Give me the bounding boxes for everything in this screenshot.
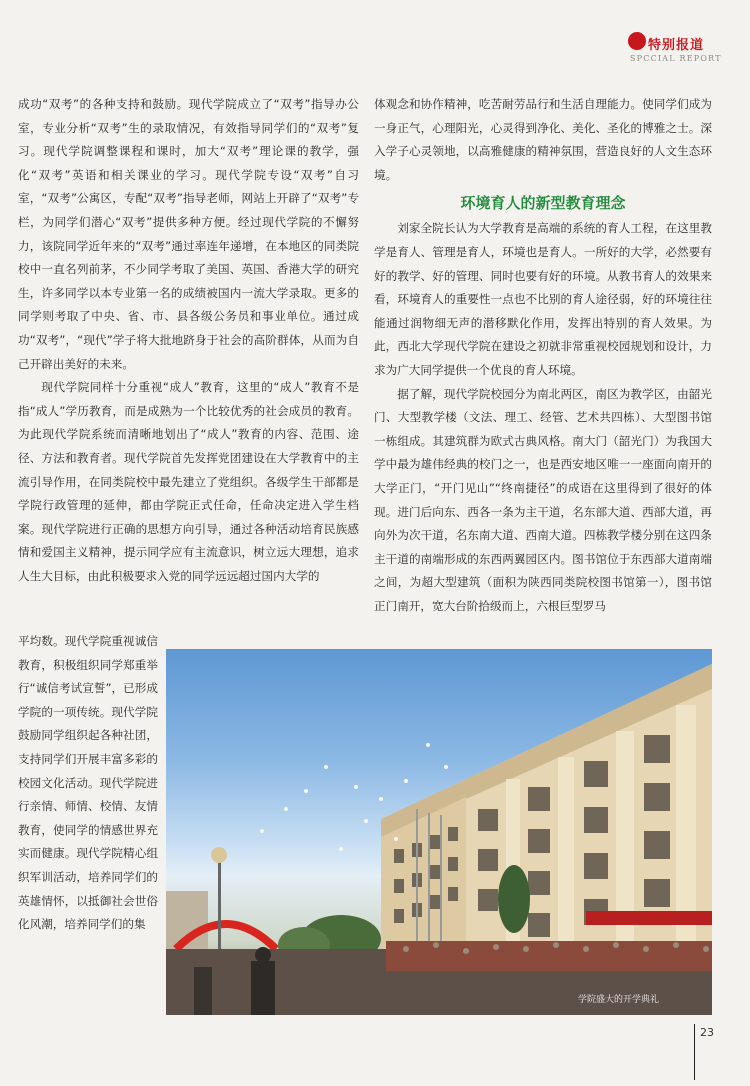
paragraph: 现代学院同样十分重视“成人”教育，这里的“成人”教育不是指“成人”学历教育，而是成熟为一个比较优秀的社会成员的教育。为此现代学院系统而清晰地划出了“成人”教育的内容、范围、途径、方法和教育者。现代学院首先发挥党团建设在大学教育中的主流引导作用，在同类院校中最先建立了党组织。各级学生干部都是学院行政管理的延伸，都由学院正式任命，任命决定进入学生档案。现代学院进行正确的思想方向引导，通过各种活动培育民族感情和爱国主义精神，提示同学应有主流意识，树立远大理想，追求人生大目标，由此积极要求入党的同学远远超过国内大学的: [18, 380, 359, 583]
paragraph: 体观念和协作精神，吃苦耐劳品行和生活自理能力。使同学们成为一身正气，心理阳光，心灵得到净化、美化、圣化的博雅之士。深入学子心灵领地，以高雅健康的精神氛围，营造良好的人文生态环境。: [374, 97, 712, 182]
section-heading: 环境育人的新型教育理念: [460, 194, 626, 213]
badge-dot-icon: [628, 32, 646, 50]
section-title-en: SPCCIAL REPORT: [630, 54, 722, 63]
paragraph: 平均数。现代学院重视诚信教育，积极组织同学郑重举行“诚信考试宣誓”，已形成学院的一项传统。现代学院鼓励同学组织起各种社团，支持同学们开展丰富多彩的校园文化活动。现代学院进行亲情、师情、校情、友情教育，使同学的情感世界充实而健康。现代学院精心组织军训活动，培养同学们的英雄情怀，以抵御社会世俗化风潮，培养同学们的集: [18, 634, 158, 932]
section-badge: [628, 30, 732, 70]
paragraph: 据了解，现代学院校园分为南北两区，南区为教学区，由韶光门、大型教学楼（文法、理工、经管、艺术共四栋）、大型图书馆一栋组成。其建筑群为欧式古典风格。南大门（韶光门）为我国大学中最为雄伟经典的校门之一，也是西安地区唯一一座面向南开的大学正门，“开门见山”“终南捷径”的成语在这里得到了很好的体现。进门后向东、西各一条为主干道，名东部大道、西部大道，再向外为次干道，名东南大道、西南大道。四栋教学楼分别在这四条主干道的南端形成的东西两翼园区内。图书馆位于东西部大道南端之间，为超大型建筑（面积为陕西同类院校图书馆第一），图书馆正门南开，宽大台阶拾级而上，六根巨型罗马: [374, 386, 712, 613]
campus-building-illustration: [166, 649, 712, 1015]
section-title: 特别报道: [648, 38, 705, 53]
page-number: 23: [700, 1026, 714, 1039]
left-column: [18, 93, 359, 588]
narrow-column: [18, 630, 158, 937]
campus-photo: [166, 649, 712, 1015]
page-rule: [694, 1024, 695, 1080]
photo-caption: 学院盛大的开学典礼: [578, 995, 660, 1005]
paragraph: 刘家全院长认为大学教育是高端的系统的育人工程，在这里教学是育人、管理是育人，环境也是育人。一所好的大学，必然要有好的教学、好的管理、同时也要有好的环境。从教书育人的效果来看，环境育人的重要性一点也不比别的育人途径弱，好的环境往往能通过润物细无声的潜移默化作用，发挥出特别的育人效果。为此，西北大学现代学院在建设之初就非常重视校园规划和设计，力求为广大同学提供一个优良的育人环境。: [374, 221, 712, 377]
right-column: [374, 93, 712, 618]
paragraph: 成功“双考”的各种支持和鼓励。现代学院成立了“双考”指导办公室，专业分析“双考”生的录取情况，有效指导同学们的“双考”复习。现代学院调整课程和课时，加大“双考”理论课的教学，强化“双考”英语和相关课业的学习。现代学院专设“双考”自习室，“双考”公寓区，专配“双考”指导老师，网站上开辟了“双考”专栏，为同学们潜心“双考”提供多种方便。经过现代学院的不懈努力，该院同学近年来的“双考”通过率连年递增，在本地区的同类院校中一直名列前茅，不少同学考取了美国、英国、香港大学的研究生，许多同学以本专业第一名的成绩被国内一流大学录取。更多的同学则考取了中央、省、市、县各级公务员和事业单位。通过成功“双考”，“现代”学子将大批地跻身于社会的高阶群体，从而为自己开辟出美好的未来。: [18, 97, 359, 371]
